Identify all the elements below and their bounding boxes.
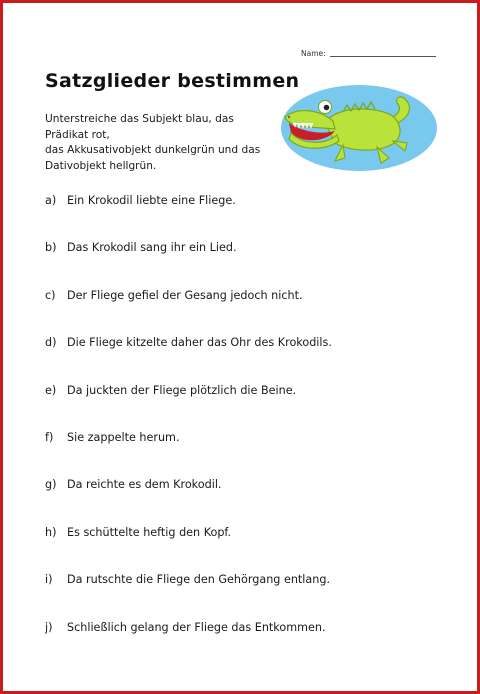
sentence-list: [45, 192, 332, 666]
sentence-item: [45, 476, 332, 523]
sentence-letter: e): [45, 383, 57, 397]
sentence-item: [45, 334, 332, 381]
instructions: [45, 112, 285, 174]
sentence-letter: i): [45, 573, 53, 587]
sentence-letter: h): [45, 525, 57, 539]
sentence-item: [45, 287, 332, 334]
sentence-item: [45, 192, 332, 239]
sentence-text: Sie zappelte herum.: [67, 430, 180, 444]
sentence-text: Schließlich gelang der Fliege das Entkommen.: [67, 620, 326, 634]
sentence-letter: j): [45, 620, 53, 634]
instruction-line: Unterstreiche das Subjekt blau, das: [45, 113, 234, 125]
sentence-letter: b): [45, 241, 57, 255]
sentence-item: [45, 429, 332, 476]
sentence-letter: g): [45, 478, 57, 492]
sentence-text: Es schüttelte heftig den Kopf.: [67, 525, 232, 539]
page-title: Satzglieder bestimmen: [45, 70, 300, 92]
sentence-item: [45, 524, 332, 571]
sentence-item: [45, 571, 332, 618]
worksheet-page: [3, 3, 477, 691]
instruction-line: das Akkusativobjekt dunkelgrün und das: [45, 144, 261, 157]
instruction-line: Prädikat rot,: [45, 128, 110, 141]
sentence-item: [45, 239, 332, 286]
sentence-text: Da reichte es dem Krokodil.: [67, 478, 222, 492]
crocodile-illustration-icon: [279, 83, 439, 173]
name-field[interactable]: [301, 49, 436, 58]
sentence-text: Die Fliege kitzelte daher das Ohr des Krokodils.: [67, 336, 332, 350]
name-line[interactable]: [330, 56, 436, 57]
name-label: Name:: [301, 49, 326, 58]
sentence-text: Da rutschte die Fliege den Gehörgang entlang.: [67, 573, 331, 587]
sentence-text: Da juckten der Fliege plötzlich die Beine.: [67, 383, 297, 397]
sentence-text: Der Fliege gefiel der Gesang jedoch nicht.: [67, 288, 303, 302]
sentence-letter: d): [45, 336, 57, 350]
sentence-letter: c): [45, 288, 56, 302]
sentence-item: [45, 382, 332, 429]
sentence-letter: a): [45, 194, 57, 207]
sentence-text: Ein Krokodil liebte eine Fliege.: [67, 194, 236, 207]
sentence-letter: f): [45, 430, 54, 444]
sentence-item: [45, 619, 332, 666]
instruction-line: Dativobjekt hellgrün.: [45, 159, 157, 172]
sentence-text: Das Krokodil sang ihr ein Lied.: [67, 241, 237, 255]
